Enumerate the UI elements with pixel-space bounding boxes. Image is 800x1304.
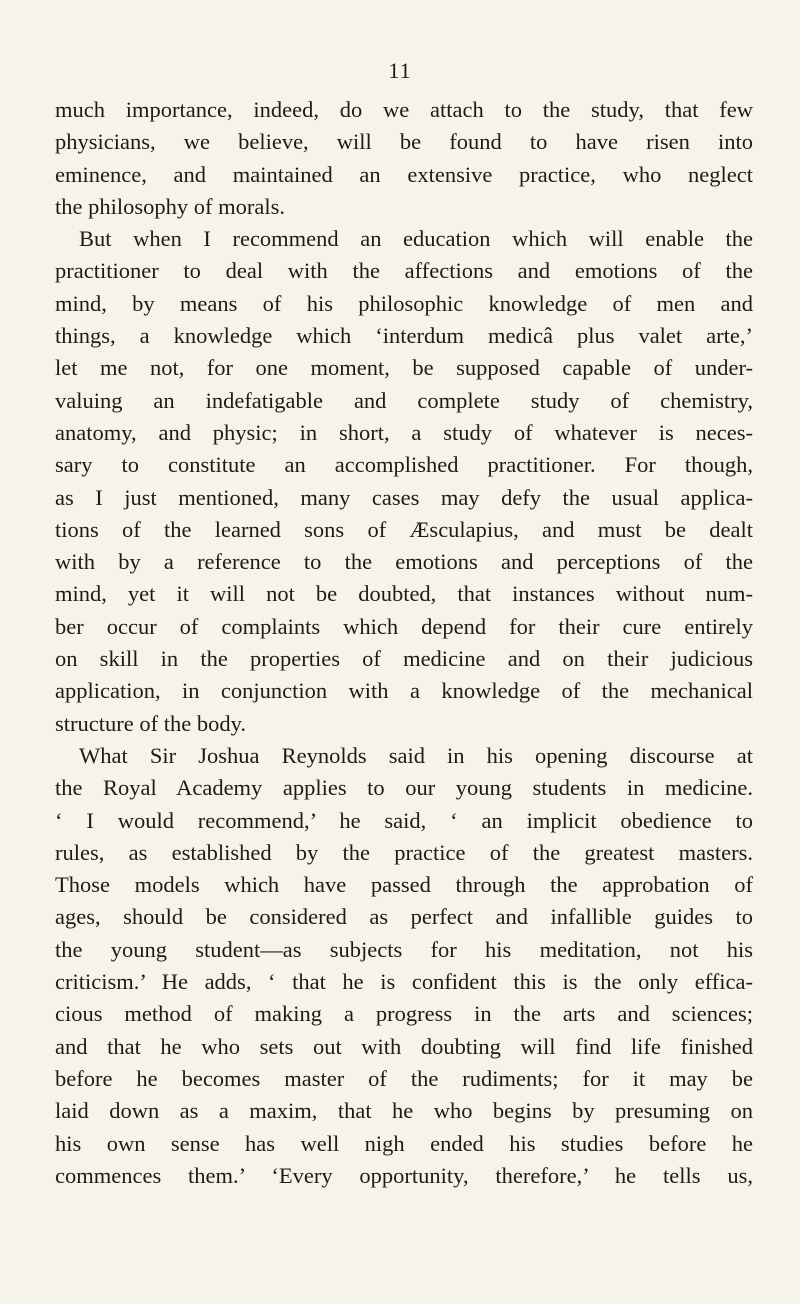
text-line: much importance, indeed, do we attach to the study, that few bbox=[55, 97, 753, 122]
text-line: What Sir Joshua Reynolds said in his opening discourse at bbox=[79, 742, 753, 768]
text-line: with by a reference to the emotions and perceptions of the bbox=[55, 549, 753, 575]
text-line: structure of the body. bbox=[55, 710, 246, 736]
text-line: on skill in the properties of medicine and on their judicious bbox=[55, 646, 753, 672]
text-line: physicians, we believe, will be found to have risen into bbox=[55, 129, 753, 155]
text-line: Those models which have passed through the approbation of bbox=[55, 872, 753, 898]
text-line: and that he who sets out with doubting will find life finished bbox=[55, 1033, 753, 1059]
text-line: criticism.’ He adds, ‘ that he is confident this is the only effica- bbox=[55, 969, 753, 995]
text-line: the philosophy of morals. bbox=[55, 193, 285, 219]
body-text bbox=[55, 94, 753, 1192]
text-line: mind, by means of his philosophic knowledge of men and bbox=[55, 290, 753, 316]
text-line: application, in conjunction with a knowledge of the mechanical bbox=[55, 678, 753, 704]
text-line: things, a knowledge which ‘interdum medicâ plus valet arte,’ bbox=[55, 323, 753, 349]
page-number: 11 bbox=[388, 58, 412, 83]
text-line: let me not, for one moment, be supposed capable of under- bbox=[55, 355, 753, 381]
text-line: before he becomes master of the rudiments; for it may be bbox=[55, 1065, 753, 1091]
text-line: commences them.’ ‘Every opportunity, therefore,’ he tells us, bbox=[55, 1162, 753, 1188]
text-line: the Royal Academy applies to our young students in medicine. bbox=[55, 775, 753, 801]
text-line: as I just mentioned, many cases may defy the usual applica- bbox=[55, 484, 753, 510]
text-line: ‘ I would recommend,’ he said, ‘ an implicit obedience to bbox=[55, 807, 753, 833]
text-line: tions of the learned sons of Æsculapius, and must be dealt bbox=[55, 516, 753, 542]
text-line: But when I recommend an education which will enable the bbox=[79, 226, 753, 252]
text-line: valuing an indefatigable and complete study of chemistry, bbox=[55, 387, 753, 413]
text-line: practitioner to deal with the affections and emotions of the bbox=[55, 258, 753, 284]
text-line: ber occur of complaints which depend for their cure entirely bbox=[55, 613, 753, 639]
text-line: eminence, and maintained an extensive practice, who neglect bbox=[55, 161, 753, 187]
text-line: laid down as a maxim, that he who begins by presuming on bbox=[55, 1098, 753, 1124]
text-line: ages, should be considered as perfect and infallible guides to bbox=[55, 904, 753, 930]
text-line: the young student—as subjects for his meditation, not his bbox=[55, 936, 753, 962]
text-line: his own sense has well nigh ended his studies before he bbox=[55, 1130, 753, 1156]
text-line: mind, yet it will not be doubted, that instances without num- bbox=[55, 581, 753, 607]
text-line: sary to constitute an accomplished practitioner. For though, bbox=[55, 452, 753, 478]
text-line: cious method of making a progress in the arts and sciences; bbox=[55, 1001, 753, 1027]
text-line: rules, as established by the practice of the greatest masters. bbox=[55, 839, 753, 865]
text-line: anatomy, and physic; in short, a study of whatever is neces- bbox=[55, 419, 753, 445]
